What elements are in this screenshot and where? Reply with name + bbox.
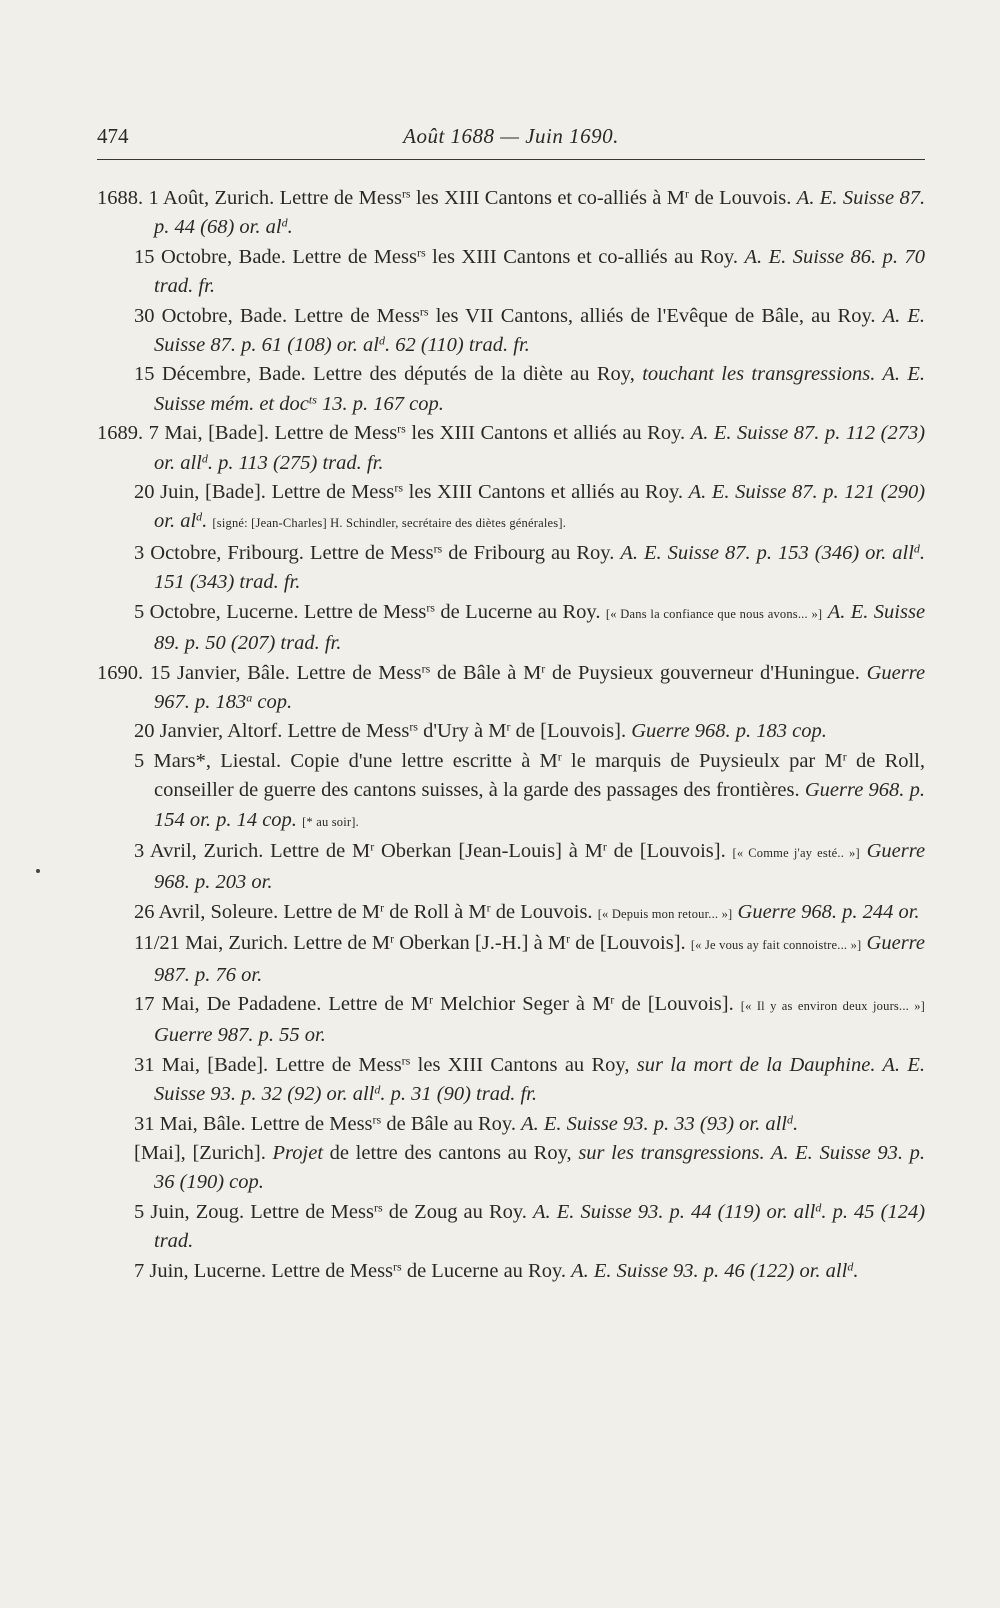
entry-ref: . p. 113 (275) trad. fr. [207,451,384,474]
entry-year: 1689. [97,422,144,445]
entry-date: 5 Juin, Zoug. [134,1200,245,1223]
entry-ref: A. E. Suisse 87. p. 153 (346) or. all [620,541,914,564]
entry-date: 20 Juin, [Bade]. [134,481,266,504]
entry-ref: Guerre 968. p. 183 cop. [631,720,827,743]
entry-text: Lettre de Mess [274,422,398,445]
entry-ref: . [287,216,293,239]
page-number: 474 [97,124,129,148]
entry-ref: . [853,1259,859,1282]
page-header [97,124,925,156]
entry-text: de Bâle à M [436,661,542,684]
entry-ref: Guerre 968. p. 244 or. [737,900,920,923]
entry-sup: r [610,992,615,1007]
entry-ref: Projet [272,1142,324,1164]
entry-note: [« Je vous ay fait connoistre... »] [690,938,862,953]
entry-ref: . p. 45 (124) trad. [154,1200,926,1253]
entry-text: Lettre de Mess [292,245,417,268]
entry-date: [Mai], [Zurich]. [134,1142,266,1164]
entry-sup: r [486,900,491,915]
entry-ref: Guerre 968. p. 203 or. [154,839,926,894]
entry-ref: A. E. Suisse 86. p. 70 trad. fr. [154,245,925,298]
entry [97,360,925,419]
entry [97,1110,925,1139]
entry-year: 1690. [97,661,144,684]
entry-sup: rs [373,1200,383,1215]
entry-list [97,184,925,1286]
entry-sup: rs [397,421,406,436]
entry-sup: r [380,900,385,915]
entry-text: de Lucerne au Roy. [406,1259,567,1282]
entry-sup: rs [426,600,435,615]
entry-text: de Roll à M [389,900,487,923]
entry-sup: r [685,186,689,201]
entry-text: Lettre de Mess [287,720,410,743]
entry-date: 20 Janvier, Altorf. [134,720,283,743]
entry-date: 3 Octobre, Fribourg. [134,541,304,564]
entry-ref: Guerre 987. p. 76 or. [154,932,925,986]
entry-text: Copie d'une lettre escritte à M [290,749,558,772]
entry-ref: 13. p. 167 cop. [322,392,444,415]
entry-ref: . p. 31 (90) trad. fr. [380,1083,537,1106]
entry-text: de Louvois. [495,900,593,923]
entry-sup: rs [401,186,411,201]
entry-date: 3 Avril, Zurich. [134,839,264,862]
entry-text: d'Ury à M [423,720,507,743]
entry-date: 7 Juin, Lucerne. [134,1259,267,1282]
entry [97,243,925,302]
entry-sup: rs [394,480,404,495]
entry-sup: rs [416,245,426,260]
entry-text: les XIII Cantons et alliés au Roy. [408,481,683,504]
entry-date: 31 Mai, Bâle. [134,1112,246,1135]
entry-ref: A. E. Suisse 93. p. 46 (122) or. all [571,1259,848,1282]
entry [97,419,925,478]
entry-sup: rs [401,1053,411,1068]
entry-text: de [Louvois]. [575,932,686,955]
entry-text: les XIII Cantons et co-alliés à M [415,187,685,209]
entry-text: de [Louvois]. [515,720,627,743]
entry [97,929,925,990]
entry-ref-sup: d [281,215,288,230]
entry-text: Lettre de M [328,992,429,1015]
entry-ref: Guerre 967. p. 183 [154,661,926,713]
entry-date: 17 Mai, De Padadene. [134,992,322,1015]
entry-ref: A. E. Suisse 93. p. 44 (119) or. all [533,1200,816,1223]
entry-ref: A. E. Suisse 87. p. 61 (108) or. al [154,304,925,357]
entry-text: Lettre de Mess [303,600,427,623]
entry [97,1257,925,1286]
entry-text: de [Louvois]. [613,839,726,862]
entry-date: 5 Octobre, Lucerne. [134,600,299,623]
entry-text: de Bâle au Roy. [386,1112,516,1135]
entry-ref-sup: d [787,1112,793,1126]
entry [97,1139,925,1198]
entry [97,302,925,361]
entry-ref: A. E. Suisse 93. p. 33 (93) or. all [521,1112,787,1135]
entry-note: [« Il y as environ deux jours... »] [740,998,926,1013]
entry-text: Lettre de Mess [279,187,402,209]
running-title: Août 1688 — Juin 1690. [403,124,619,148]
entry [97,598,925,659]
entry-text: Melchior Seger à M [440,992,611,1015]
entry [97,898,925,929]
entry-ref: A. E. Suisse 89. p. 50 (207) trad. fr. [154,600,926,655]
entry-text: Oberkan [J.-H.] à M [399,932,567,955]
entry-text: Lettre de Mess [250,1200,374,1223]
entry-text: Oberkan [Jean-Louis] à M [380,839,603,862]
entry-text: Lettre de Mess [250,1112,373,1135]
entry-sup: r [842,749,847,764]
entry-text: les XIII Cantons et co-alliés au Roy. [432,245,738,268]
entry-text: de Puysieux gouverneur d'Huningue. [552,661,860,684]
entry-ref: A. E. Suisse 87. p. 44 (68) or. al [154,187,926,239]
entry-sup: r [370,839,375,854]
entry [97,717,925,746]
entry-date: 15 Janvier, Bâle. [149,661,290,684]
entry-date: 5 Mars*, Liestal. [134,749,282,772]
entry-date: 1 Août, Zurich. [148,187,275,209]
entry-text: de Louvois. [694,187,792,209]
entry-text: Lettre des députés de la diète au Roy, [313,363,635,386]
entry-sup: rs [409,719,418,734]
entry-date: 15 Octobre, Bade. [134,245,286,268]
entry-sup: rs [419,304,429,319]
entry-ref-sup: d [913,541,920,556]
entry-text: de Zoug au Roy. [388,1200,527,1223]
entry-text: Lettre de M [283,900,381,923]
entry-sup: r [566,931,571,946]
entry-ref: Guerre 968. p. 154 or. p. 14 cop. [154,779,926,831]
entry-ref-sup: d [378,333,385,348]
entry-sup: rs [421,660,431,675]
entry-note: [« Depuis mon retour... »] [597,906,733,921]
entry-text: de lettre des cantons au Roy, [329,1142,572,1164]
entry-text: les XIII Cantons au Roy, [417,1053,630,1076]
entry [97,539,925,598]
entry-ref-sup: d [374,1082,381,1097]
entry-ref: . 151 (343) trad. fr. [154,541,926,594]
entry-text: de Fribourg au Roy. [448,541,615,564]
entry-sup: rs [393,1259,402,1274]
entry-sup: r [428,992,433,1007]
entry-date: 7 Mai, [Bade]. [148,422,270,445]
entry-ref: sur la mort de la Dauphine. A. E. Suisse 93. p. 32 (92) or. all [154,1053,926,1106]
entry-text: Lettre de Mess [271,1259,394,1282]
entry-note: [« Dans la confiance que nous avons... »] [605,606,823,621]
entry-sup: r [602,839,607,854]
entry-ref: A. E. Suisse 87. p. 112 (273) or. all [154,422,926,474]
entry-text: le marquis de Puysieulx par M [571,749,843,772]
entry-ref: touchant les transgressions. A. E. Suisse mém. et doc [154,363,926,415]
entry-ref-sup: a [246,690,253,705]
entry-sup: r [557,749,562,764]
entry-text: les XIII Cantons et alliés au Roy. [411,422,686,445]
entry [97,659,925,718]
entry-ref: A. E. Suisse 87. p. 121 (290) or. al [154,481,926,533]
entry-note: [« Comme j'ay esté.. »] [732,845,860,860]
entry-text: Lettre de Mess [294,304,420,327]
header-rule [97,159,925,160]
entry [97,478,925,539]
entry-text: de Roll, conseiller de guerre des cantons suisses, à la garde des passages des frontières. [154,749,926,802]
entry [97,1198,925,1257]
entry-text: Lettre de M [270,839,371,862]
entry-date: 31 Mai, [Bade]. [134,1053,269,1076]
entry-ref: . [202,510,208,533]
entry-text: les VII Cantons, alliés de l'Evêque de Bâle, au Roy. [435,304,876,327]
entry-year: 1688. [97,187,144,209]
entry-text: de [Louvois]. [621,992,734,1015]
entry-date: 15 Décembre, Bade. [134,363,306,386]
entry-date: 30 Octobre, Bade. [134,304,288,327]
entry [97,184,925,243]
entry-text: Lettre de Mess [275,1053,402,1076]
entry [97,1051,925,1110]
entry-ref: cop. [257,690,293,713]
entry-sup: r [390,931,395,946]
entry-date: 11/21 Mai, Zurich. [134,932,289,955]
entry-sup: rs [433,541,443,556]
entry-text: Lettre de Mess [296,661,422,684]
entry-ref: . [793,1112,799,1135]
entry-sup: rs [372,1112,382,1126]
entry-note: [* au soir]. [302,814,359,829]
entry-ref: Guerre 987. p. 55 or. [154,1024,326,1047]
entry-sup: r [541,660,546,675]
entry-ref: . 62 (110) trad. fr. [384,334,530,357]
entry-text: Lettre de Mess [271,481,395,504]
entry [97,837,925,898]
entry-sup: r [506,719,511,734]
entry-ref-sup: d [815,1200,822,1215]
entry-ref-sup: d [201,451,208,466]
entry [97,990,925,1051]
entry-date: 26 Avril, Soleure. [134,900,279,923]
entry-ref-sup: d [196,509,203,524]
entry-ref-sup: d [847,1259,854,1274]
entry-note: [signé: [Jean-Charles] H. Schindler, secrétaire des diètes générales]. [212,516,567,531]
entry-ref-sup: ts [308,392,317,407]
entry-ref: sur les transgressions. A. E. Suisse 93. p. 36 (190) cop. [154,1142,925,1194]
entry-text: de Lucerne au Roy. [440,600,601,623]
entry [97,747,925,837]
margin-mark [36,869,40,873]
entry-text: Lettre de M [293,932,391,955]
entry-text: Lettre de Mess [309,541,434,564]
